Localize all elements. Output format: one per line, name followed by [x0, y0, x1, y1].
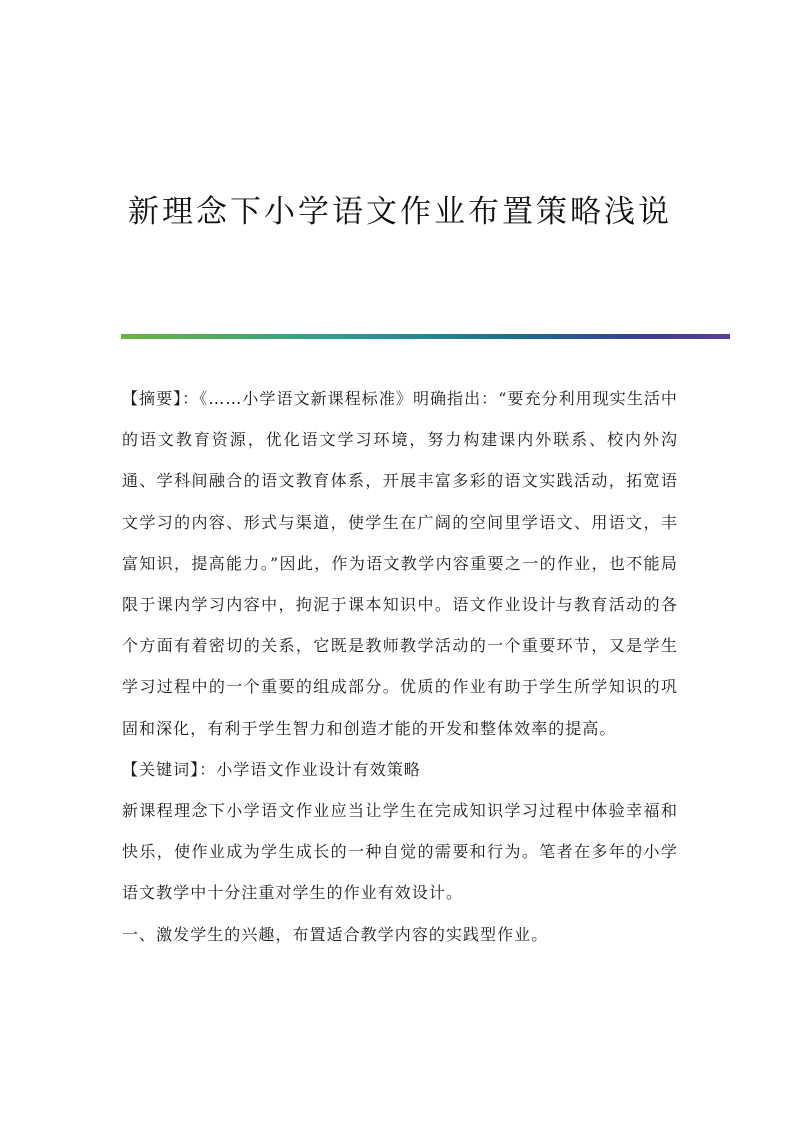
document-body	[122, 378, 678, 955]
keywords-label: 【关键词】：	[122, 759, 217, 779]
intro-paragraph: 新课程理念下小学语文作业应当让学生在完成知识学习过程中体验幸福和快乐，使作业成为学生成长的一种自觉的需要和行为。笔者在多年的小学语文教学中十分注重对学生的作业有效设计。	[122, 801, 678, 903]
document-title: 新理念下小学语文作业布置策略浅说	[128, 194, 672, 230]
title-divider	[121, 334, 730, 339]
abstract-text: 《……小学语文新课程标准》明确指出：“要充分利用现实生活中的语文教育资源，优化语文学习环境，努力构建课内外联系、校内外沟通、学科间融合的语文教育体系，开展丰富多彩的语文实践活动，拓宽语文学习的内容、形式与渠道，使学生在广阔的空间里学语文、用语文，丰富知识，提高能力。”因此，作为语文教学内容重要之一的作业，也不能局限于课内学习内容中，拘泥于课本知识中。语文作业设计与教育活动的各个方面有着密切的关系，它既是教师教学活动的一个重要环节，又是学生学习过程中的一个重要的组成部分。优质的作业有助于学生所学知识的巩固和深化，有利于学生智力和创造才能的开发和整体效率的提高。	[122, 389, 678, 738]
section-heading: 一、激发学生的兴趣，布置适合教学内容的实践型作业。	[122, 924, 549, 944]
abstract-paragraph	[122, 378, 678, 749]
abstract-label: 【摘要】：	[122, 389, 200, 408]
keywords-line	[122, 749, 678, 790]
keywords-text: 小学语文作业设计有效策略	[216, 759, 421, 779]
